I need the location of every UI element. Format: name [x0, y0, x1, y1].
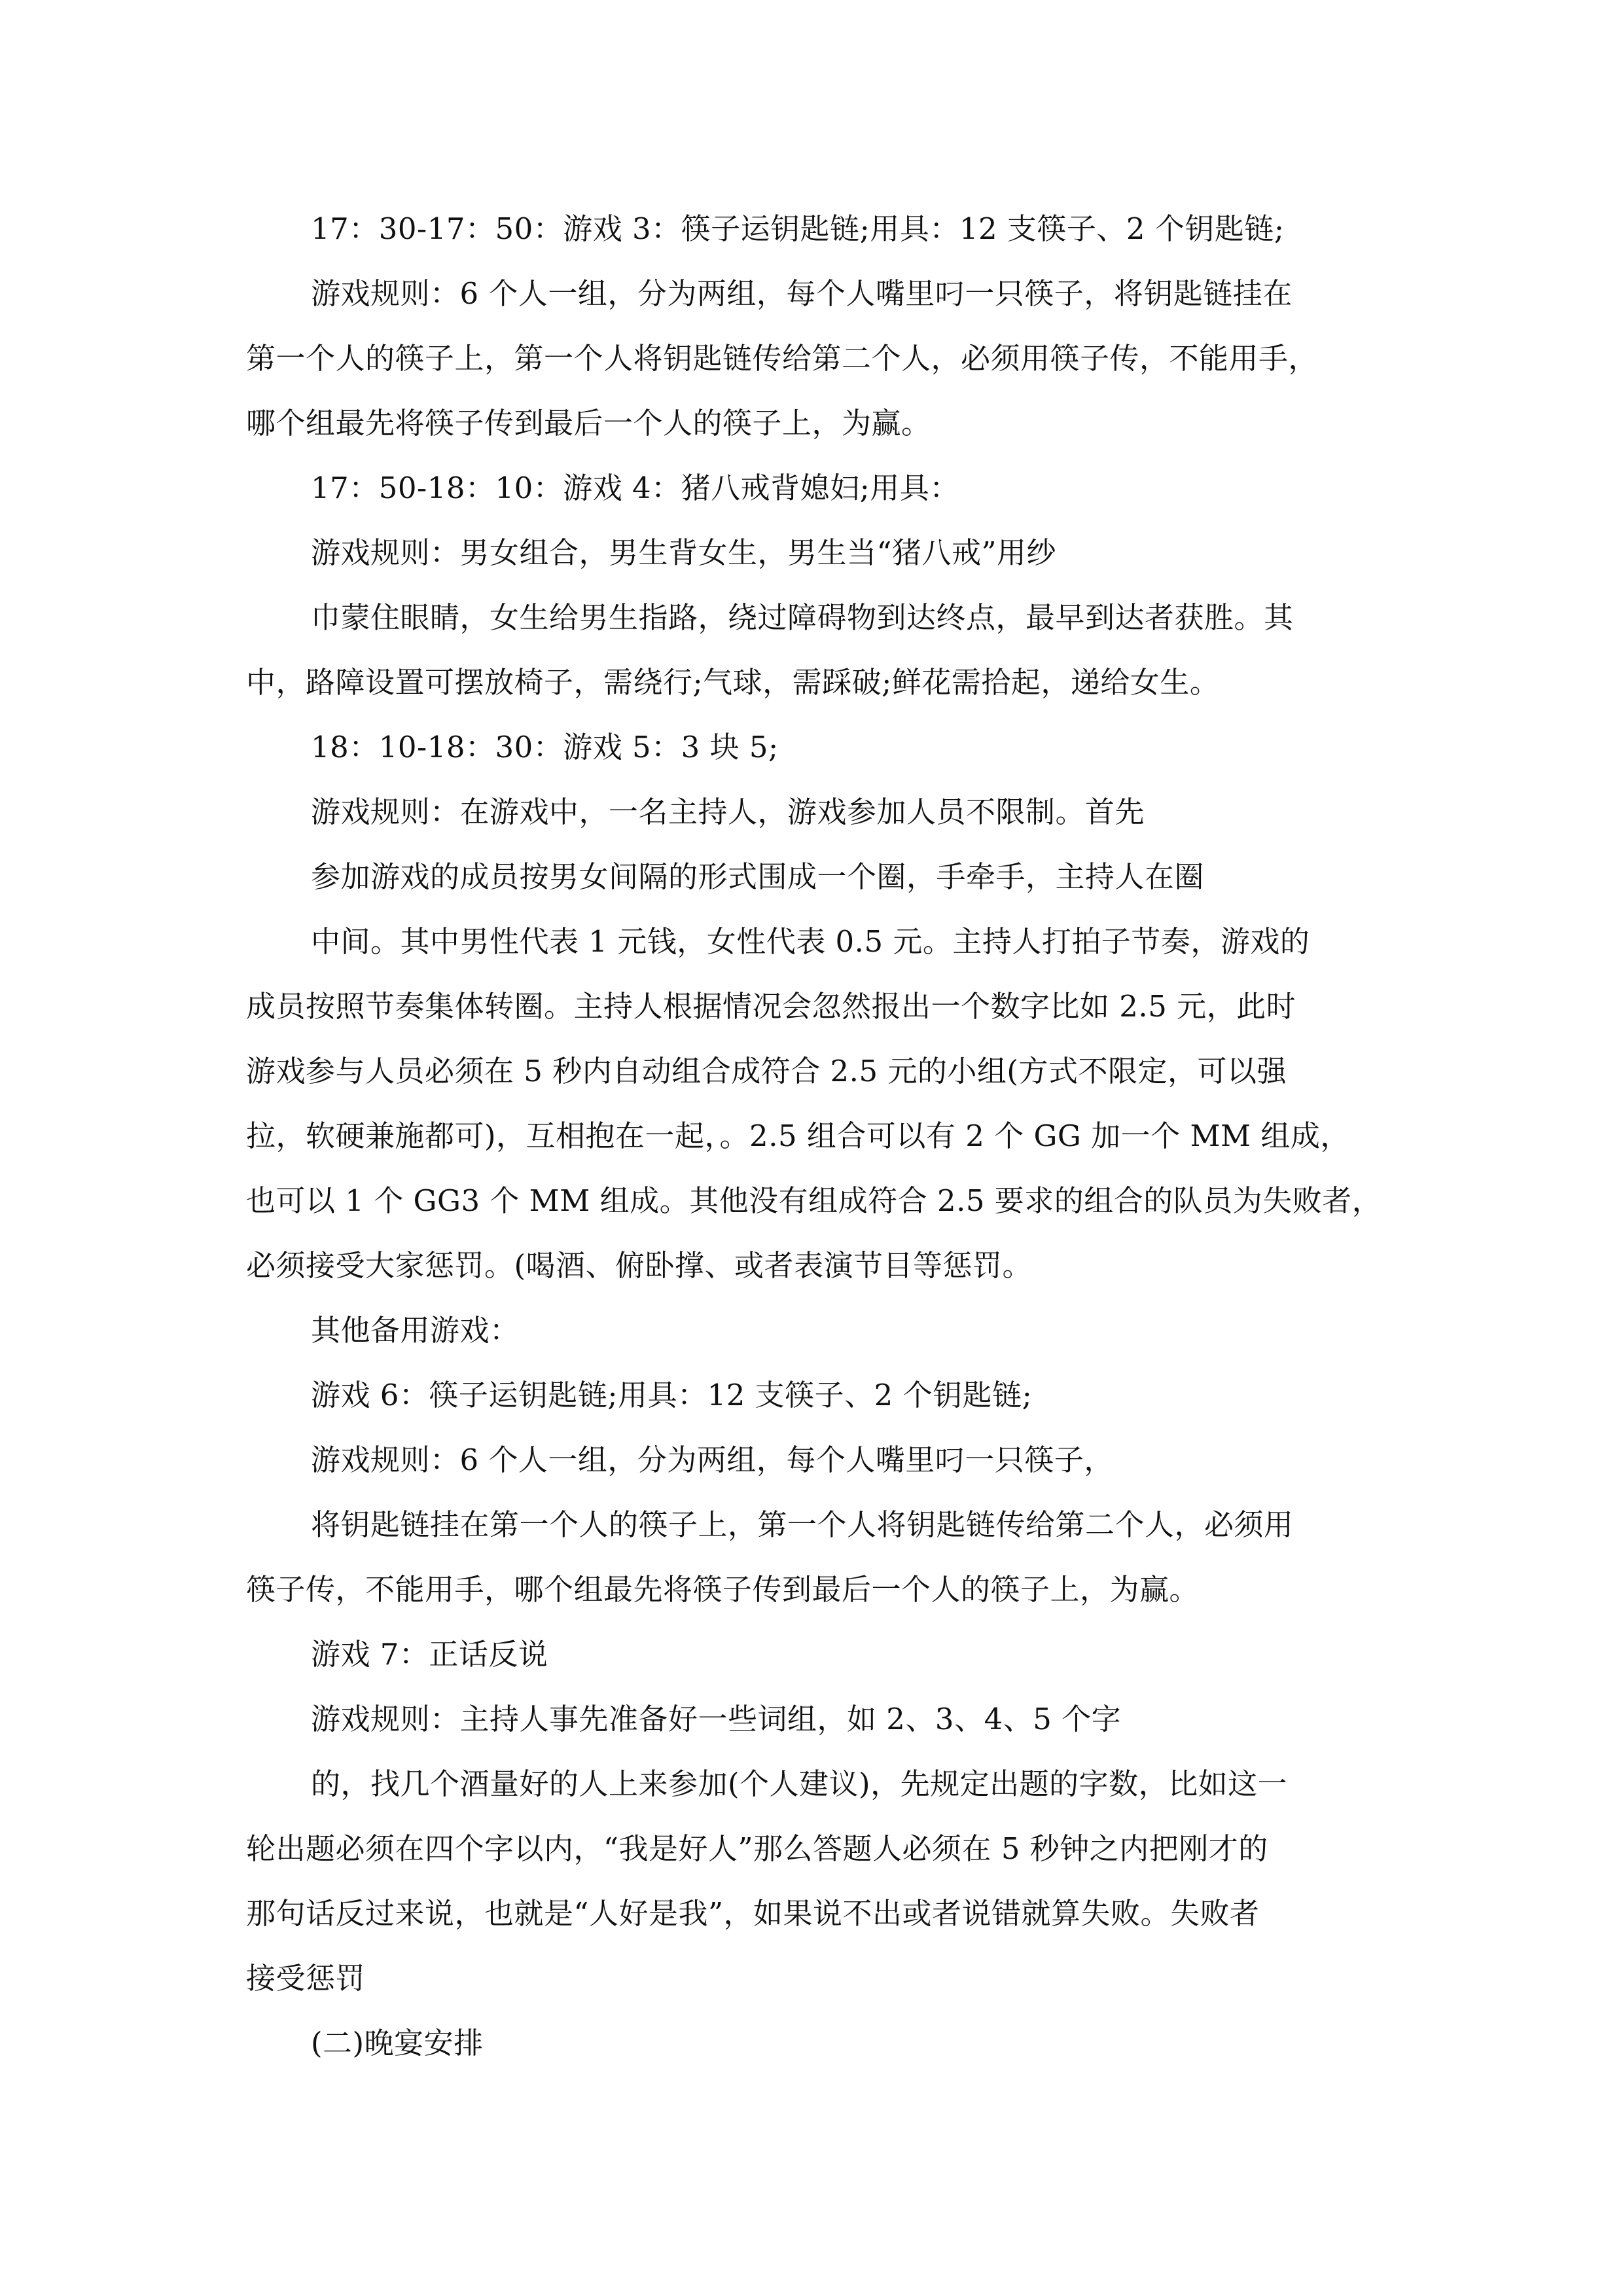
paragraph-line: 那句话反过来说，也就是“人好是我”，如果说不出或者说错就算失败。失败者 [246, 1896, 1260, 1931]
paragraph-line: 游戏规则：男女组合，男生背女生，男生当“猪八戒”用纱 [311, 535, 1057, 570]
paragraph-line: 拉，软硬兼施都可)，互相抱在一起，。2.5 组合可以有 2 个 GG 加一个 MM 组成， [246, 1119, 1350, 1153]
paragraph-line: 游戏参与人员必须在 5 秒内自动组合成符合 2.5 元的小组(方式不限定，可以强 [246, 1054, 1287, 1088]
paragraph-line: 17：50-18：10：游戏 4：猪八戒背媳妇;用具： [311, 471, 959, 505]
paragraph-line: 游戏规则：主持人事先准备好一些词组，如 2、3、4、5 个字 [311, 1702, 1122, 1736]
paragraph-line: 筷子传，不能用手，哪个组最先将筷子传到最后一个人的筷子上，为赢。 [246, 1572, 1200, 1607]
paragraph-line: 18：10-18：30：游戏 5：3 块 5; [311, 730, 779, 764]
paragraph-line: 也可以 1 个 GG3 个 MM 组成。其他没有组成符合 2.5 要求的组合的队员为失败者， [246, 1183, 1382, 1218]
section-heading: (二)晚宴安排 [311, 2026, 484, 2060]
paragraph-line: 游戏规则：在游戏中，一名主持人，游戏参加人员不限制。首先 [311, 795, 1145, 829]
paragraph-line: 必须接受大家惩罚。(喝酒、俯卧撑、或者表演节目等惩罚。 [246, 1248, 1033, 1283]
paragraph-line: 其他备用游戏： [311, 1313, 520, 1348]
paragraph-line: 游戏 7：正话反说 [311, 1637, 548, 1672]
paragraph-line: 巾蒙住眼睛，女生给男生指路，绕过障碍物到达终点，最早到达者获胜。其 [311, 600, 1294, 635]
paragraph-line: 将钥匙链挂在第一个人的筷子上，第一个人将钥匙链传给第二个人，必须用 [311, 1507, 1294, 1542]
paragraph-line: 的，找几个酒量好的人上来参加(个人建议)，先规定出题的字数，比如这一 [311, 1767, 1288, 1801]
paragraph-line: 成员按照节奏集体转圈。主持人根据情况会忽然报出一个数字比如 2.5 元，此时 [246, 989, 1296, 1024]
paragraph-line: 第一个人的筷子上，第一个人将钥匙链传给第二个人，必须用筷子传，不能用手， [246, 341, 1319, 376]
paragraph-line: 中，路障设置可摆放椅子，需绕行;气球，需踩破;鲜花需拾起，递给女生。 [246, 665, 1220, 700]
paragraph-line: 轮出题必须在四个字以内，“我是好人”那么答题人必须在 5 秒钟之内把刚才的 [246, 1831, 1268, 1866]
paragraph-line: 接受惩罚 [246, 1961, 366, 1996]
paragraph-line: 哪个组最先将筷子传到最后一个人的筷子上，为赢。 [246, 406, 931, 440]
paragraph-line: 游戏 6：筷子运钥匙链;用具：12 支筷子、2 个钥匙链; [311, 1378, 1033, 1412]
paragraph-line: 中间。其中男性代表 1 元钱，女性代表 0.5 元。主持人打拍子节奏，游戏的 [311, 924, 1310, 959]
paragraph-line: 参加游戏的成员按男女间隔的形式围成一个圈，手牵手，主持人在圈 [311, 859, 1205, 894]
document-body [246, 196, 1411, 2075]
paragraph-line: 17：30-17：50：游戏 3：筷子运钥匙链;用具：12 支筷子、2 个钥匙链; [311, 211, 1285, 246]
paragraph-line: 游戏规则：6 个人一组，分为两组，每个人嘴里叼一只筷子，将钥匙链挂在 [311, 276, 1293, 311]
paragraph-line: 游戏规则：6 个人一组，分为两组，每个人嘴里叼一只筷子， [311, 1443, 1114, 1477]
